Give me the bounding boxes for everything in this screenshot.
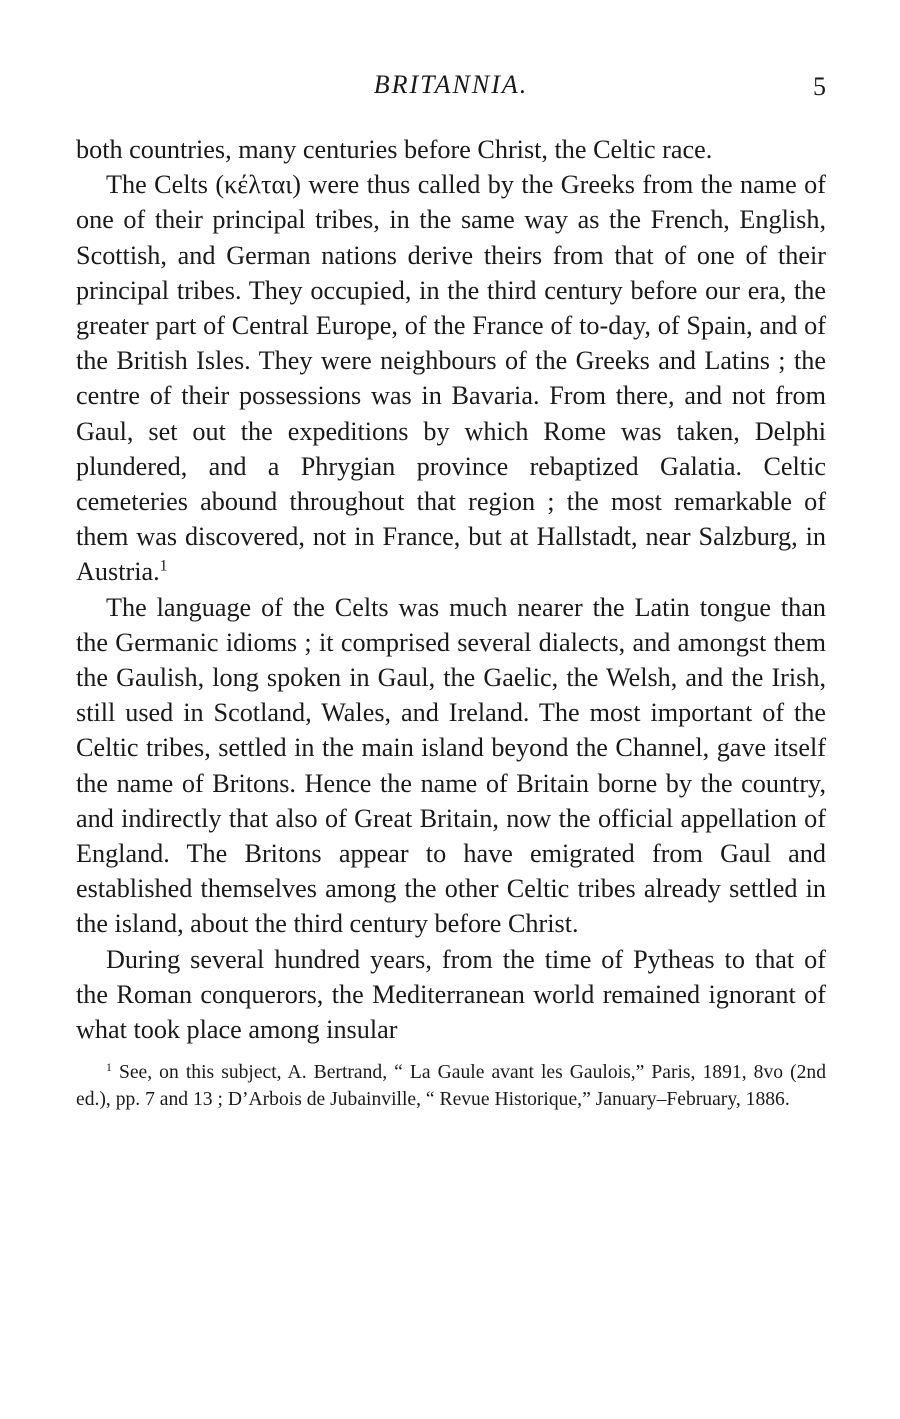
page-number: 5 [813, 72, 826, 101]
book-page [76, 62, 826, 1113]
paragraph-continued: both countries, many centuries before Christ, the Celtic race. [76, 135, 713, 164]
footnote-marker: 1 [106, 1061, 112, 1075]
paragraph-celts-text: The Celts (κέλται) were thus called by the Greeks from the name of one of their principal tribes, in the same way as the French, English, Scottish, and German nations derive theirs from that of one of their principal tribes. They occupied, in the third century before our era, the greater part of Central Europe, of the France of to-day, of Spain, and of the British Isles. They were neighbours of the Greeks and Latins ; the centre of their possessions was in Bavaria. From there, and not from Gaul, set out the expeditions by which Rome was taken, Delphi plundered, and a Phrygian province rebaptized Galatia. Celtic cemeteries abound throughout that region ; the most remarkable of them was discovered, not in France, but at Hallstadt, near Salzburg, in Austria. [76, 170, 826, 587]
paragraph-pytheas: During several hundred years, from the time of Pytheas to that of the Roman conquerors, the Mediterranean world remained ignorant of what took place among insular [76, 944, 826, 1045]
body-text [76, 132, 826, 1047]
paragraph-language: The language of the Celts was much nearer the Latin tongue than the Germanic idioms ; it comprised several dialects, and amongst them the Gaulish, long spoken in Gaul, the Gaelic, the Welsh, and the Irish, still used in Scotland, Wales, and Ireland. The most important of the Celtic tribes, settled in the main island beyond the Channel, gave itself the name of Britons. Hence the name of Britain borne by the country, and indirectly that also of Great Britain, now the official appellation of England. The Britons appear to have emigrated from Gaul and established themselves among the other Celtic tribes already settled in the island, about the third century before Christ. [76, 592, 826, 939]
footnote-reference: 1 [159, 558, 168, 576]
footnote-text: See, on this subject, A. Bertrand, “ La Gaule avant les Gaulois,” Paris, 1891, 8vo (2nd ed.), pp. 7 and 13 ; D’Arbois de Jubainville, “ Revue Historique,” January–February, 1886. [76, 1062, 827, 1111]
running-title: BRITANNIA. [373, 70, 529, 99]
running-head [76, 62, 826, 106]
footnote [76, 1059, 826, 1113]
paragraph-celts [76, 167, 826, 589]
footnotes [76, 1059, 826, 1113]
